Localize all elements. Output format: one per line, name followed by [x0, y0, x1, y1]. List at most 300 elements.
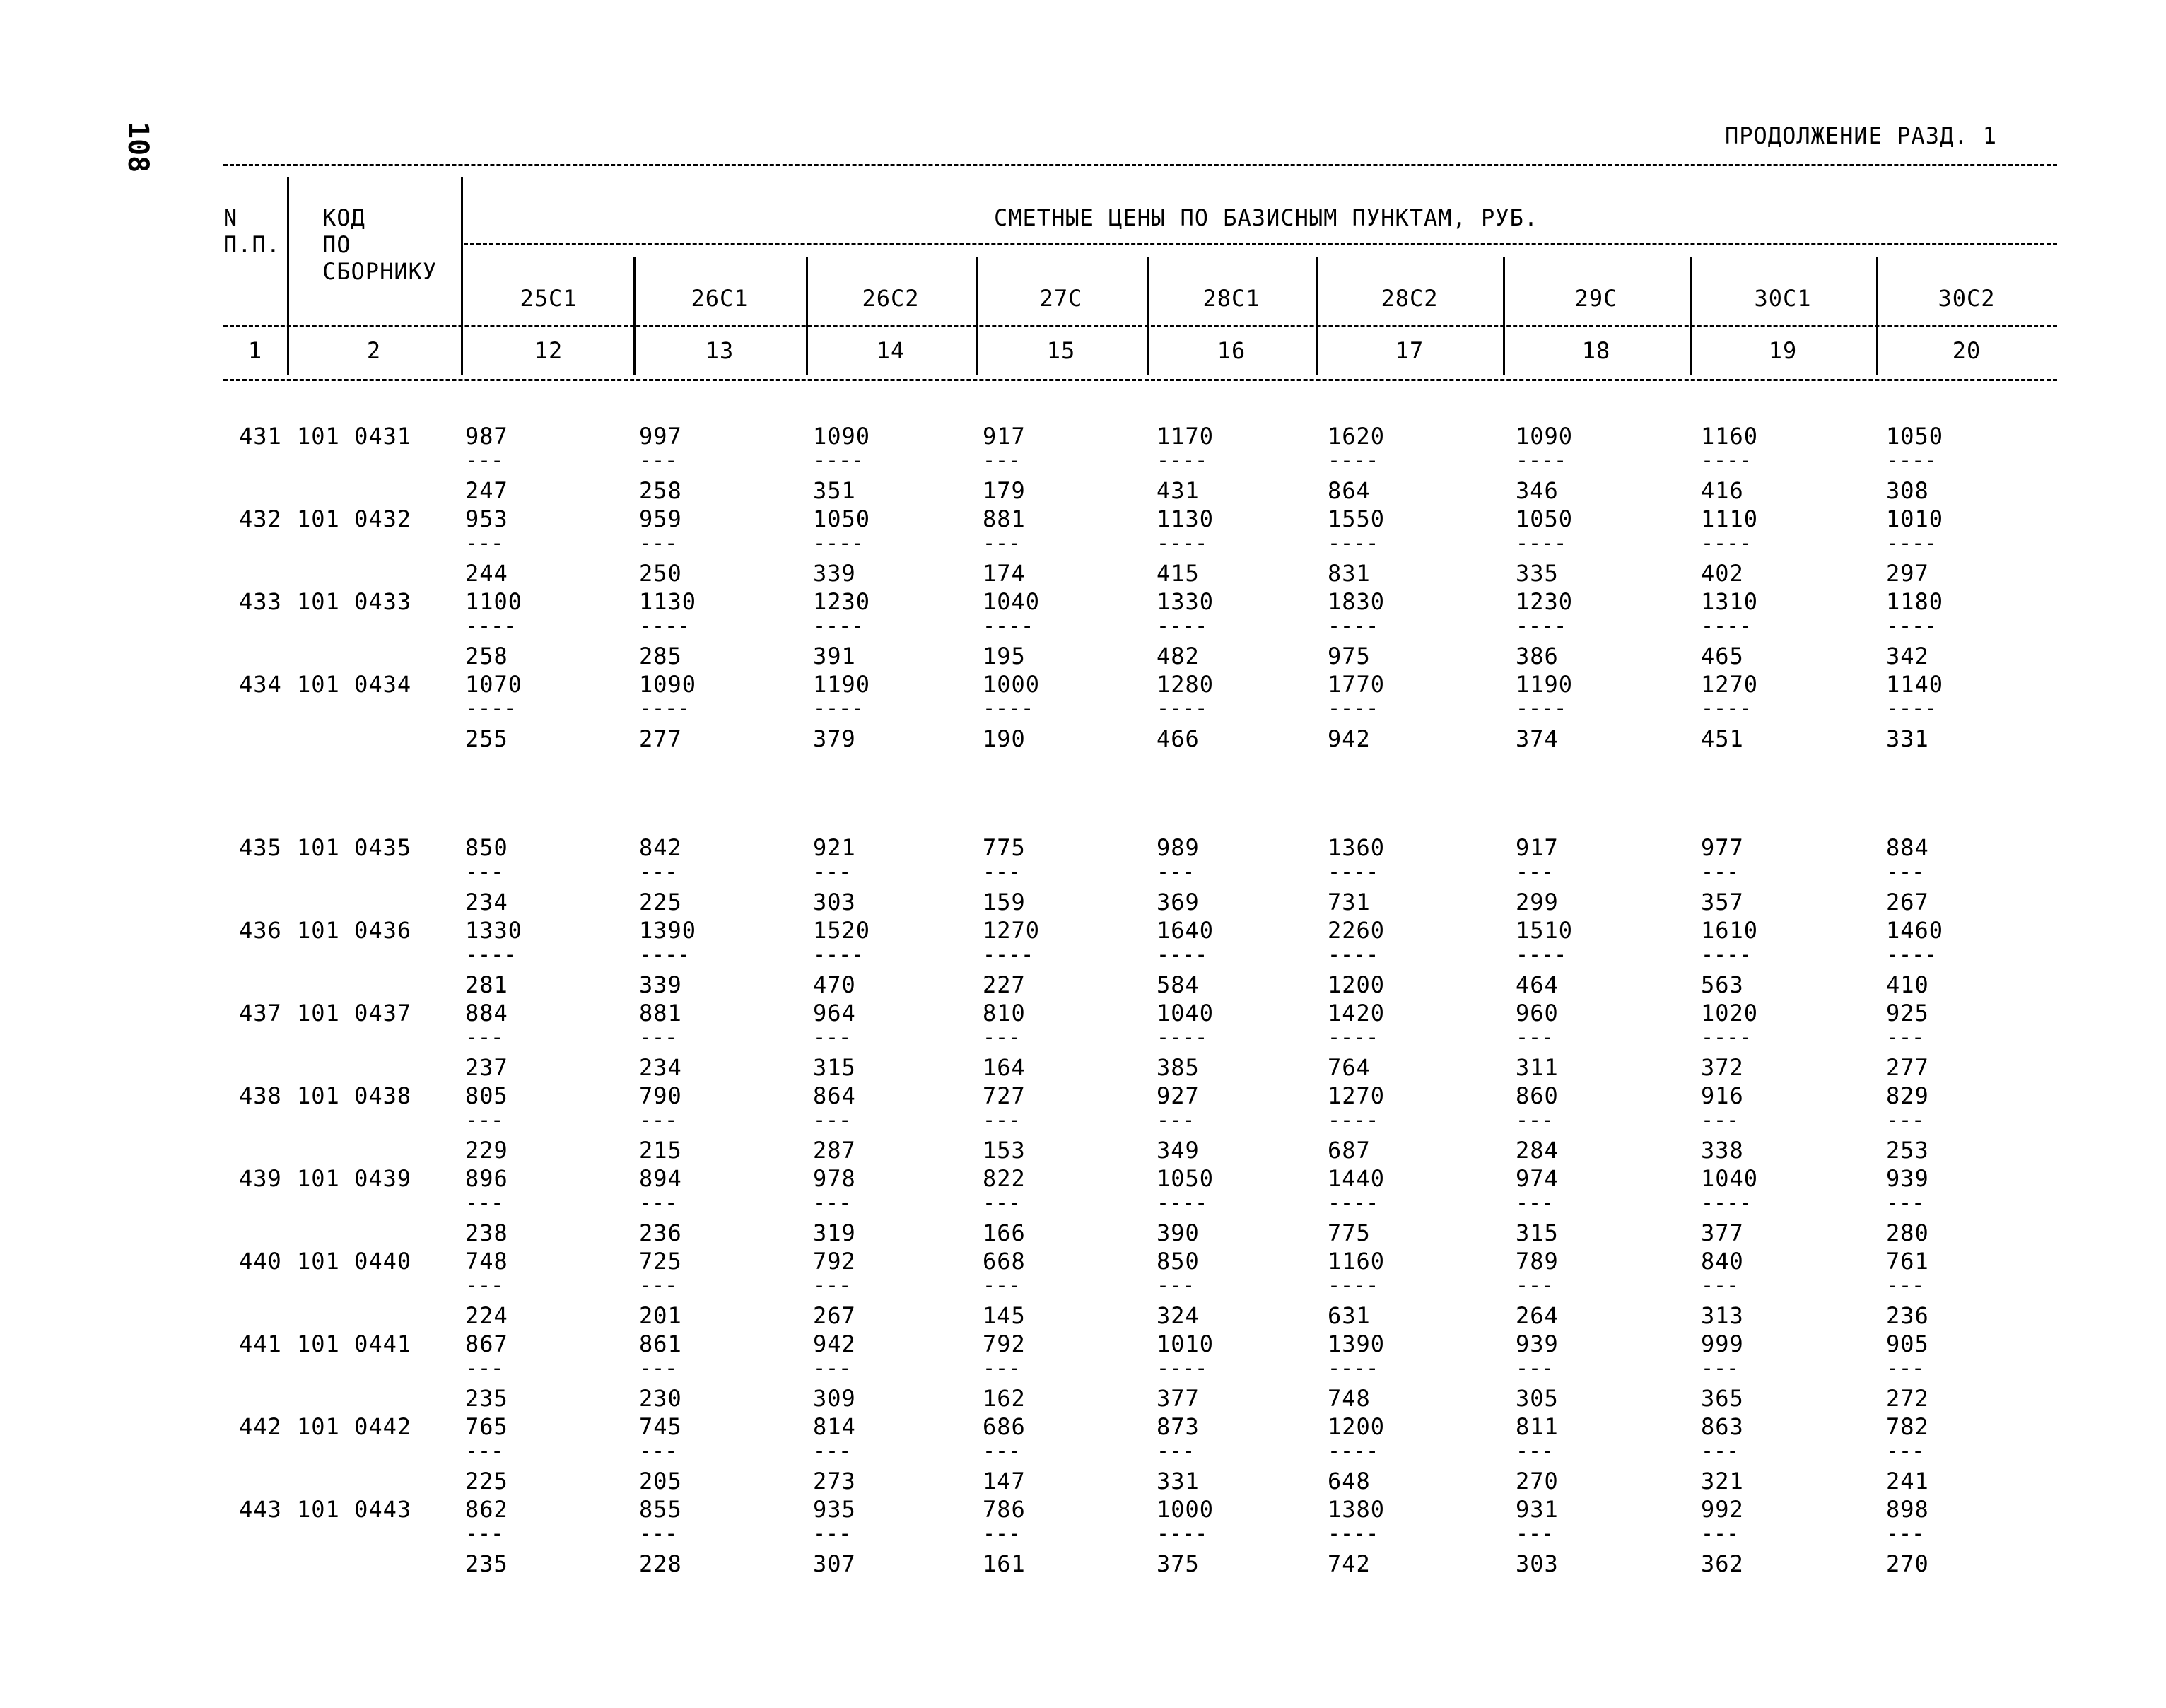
- row-code: 101 0432: [297, 505, 412, 532]
- price-top: 2260: [1328, 917, 1386, 944]
- fraction-bar: ---: [465, 1273, 504, 1298]
- fraction-bar: ---: [639, 1025, 678, 1050]
- price-top: 792: [983, 1330, 1026, 1357]
- column-number: 17: [1395, 337, 1424, 364]
- price-bottom: 299: [1516, 889, 1559, 916]
- price-bottom: 385: [1157, 1054, 1200, 1081]
- price-top: 727: [983, 1082, 1026, 1109]
- vbar-col: [976, 257, 978, 375]
- price-bottom: 273: [813, 1468, 856, 1494]
- price-top: 925: [1886, 1000, 1929, 1026]
- fraction-bar: ----: [1886, 696, 1938, 721]
- price-bottom: 236: [639, 1219, 682, 1246]
- price-top: 1050: [1157, 1165, 1214, 1192]
- row-code: 101 0431: [297, 423, 412, 450]
- fraction-bar: ---: [813, 860, 852, 884]
- fraction-bar: ---: [813, 1356, 852, 1381]
- price-top: 1140: [1886, 671, 1944, 698]
- price-bottom: 375: [1157, 1550, 1200, 1577]
- row-number: 438: [239, 1082, 282, 1109]
- price-bottom: 247: [465, 477, 508, 504]
- fraction-bar: ---: [983, 1025, 1021, 1050]
- price-bottom: 190: [983, 725, 1026, 752]
- price-bottom: 431: [1157, 477, 1200, 504]
- price-bottom: 258: [465, 643, 508, 669]
- price-bottom: 201: [639, 1302, 682, 1329]
- price-bottom: 284: [1516, 1137, 1559, 1164]
- column-header-28С2: 28С2: [1381, 285, 1439, 312]
- column-header-25С1: 25С1: [520, 285, 578, 312]
- fraction-bar: ----: [1701, 1191, 1752, 1215]
- fraction-bar: ----: [1328, 942, 1379, 967]
- vbar-col: [1316, 257, 1318, 375]
- price-top: 814: [813, 1413, 856, 1440]
- price-top: 964: [813, 1000, 856, 1026]
- price-bottom: 225: [465, 1468, 508, 1494]
- price-bottom: 563: [1701, 971, 1744, 998]
- price-top: 862: [465, 1496, 508, 1523]
- price-top: 1040: [983, 588, 1041, 615]
- vbar-col: [1503, 257, 1505, 375]
- fraction-bar: ---: [1886, 1356, 1925, 1381]
- price-top: 822: [983, 1165, 1026, 1192]
- row-code: 101 0443: [297, 1496, 412, 1523]
- price-top: 921: [813, 834, 856, 861]
- row-code: 101 0433: [297, 588, 412, 615]
- fraction-bar: ---: [1701, 1521, 1740, 1546]
- fraction-bar: ---: [1516, 1108, 1555, 1133]
- price-top: 1520: [813, 917, 871, 944]
- column-header-28С1: 28С1: [1202, 285, 1260, 312]
- price-top: 1610: [1701, 917, 1759, 944]
- fraction-bar: ----: [1701, 942, 1752, 967]
- price-bottom: 942: [1328, 725, 1371, 752]
- price-top: 668: [983, 1248, 1026, 1275]
- price-top: 1040: [1701, 1165, 1759, 1192]
- fraction-bar: ---: [983, 1273, 1021, 1298]
- price-top: 939: [1516, 1330, 1559, 1357]
- price-bottom: 648: [1328, 1468, 1371, 1494]
- fraction-bar: ---: [813, 1108, 852, 1133]
- price-bottom: 391: [813, 643, 856, 669]
- fraction-bar: ----: [1516, 696, 1567, 721]
- price-bottom: 277: [1886, 1054, 1929, 1081]
- fraction-bar: ----: [1886, 448, 1938, 473]
- fraction-bar: ---: [983, 1356, 1021, 1381]
- fraction-bar: ---: [813, 1439, 852, 1463]
- fraction-bar: ----: [1886, 942, 1938, 967]
- price-bottom: 482: [1157, 643, 1200, 669]
- prices-title: СМЕТНЫЕ ЦЕНЫ ПО БАЗИСНЫМ ПУНКТАМ, РУБ.: [994, 204, 1539, 231]
- fraction-bar: ----: [983, 614, 1034, 638]
- fraction-bar: ---: [983, 448, 1021, 473]
- fraction-bar: ----: [1157, 942, 1208, 967]
- price-top: 864: [813, 1082, 856, 1109]
- column-number: 12: [534, 337, 563, 364]
- row-number: 436: [239, 917, 282, 944]
- fraction-bar: ----: [465, 696, 517, 721]
- fraction-bar: ---: [813, 1191, 852, 1215]
- price-top: 999: [1701, 1330, 1744, 1357]
- price-top: 896: [465, 1165, 508, 1192]
- price-bottom: 250: [639, 560, 682, 587]
- price-bottom: 162: [983, 1385, 1026, 1412]
- price-bottom: 742: [1328, 1550, 1371, 1577]
- price-top: 1010: [1157, 1330, 1214, 1357]
- price-top: 1330: [465, 917, 523, 944]
- vbar-code: [461, 177, 463, 375]
- fraction-bar: ---: [465, 1356, 504, 1381]
- price-top: 953: [465, 505, 508, 532]
- fraction-bar: ----: [1157, 448, 1208, 473]
- fraction-bar: ---: [1886, 1273, 1925, 1298]
- fraction-bar: ---: [465, 1439, 504, 1463]
- price-top: 959: [639, 505, 682, 532]
- fraction-bar: ---: [465, 1191, 504, 1215]
- price-bottom: 285: [639, 643, 682, 669]
- fraction-bar: ----: [1516, 614, 1567, 638]
- fraction-bar: ---: [639, 1356, 678, 1381]
- price-top: 861: [639, 1330, 682, 1357]
- column-header-30С2: 30С2: [1938, 285, 1996, 312]
- price-bottom: 227: [983, 971, 1026, 998]
- price-bottom: 349: [1157, 1137, 1200, 1164]
- column-number: 18: [1581, 337, 1611, 364]
- row-number: 434: [239, 671, 282, 698]
- vbar-col: [806, 257, 808, 375]
- fraction-bar: ---: [983, 1191, 1021, 1215]
- price-bottom: 975: [1328, 643, 1371, 669]
- price-top: 1390: [639, 917, 697, 944]
- fraction-bar: ----: [1328, 1025, 1379, 1050]
- price-top: 1510: [1516, 917, 1574, 944]
- price-bottom: 287: [813, 1137, 856, 1164]
- price-top: 1640: [1157, 917, 1214, 944]
- fraction-bar: ---: [1516, 1025, 1555, 1050]
- fraction-bar: ---: [1157, 1439, 1195, 1463]
- fraction-bar: ---: [983, 1439, 1021, 1463]
- price-bottom: 331: [1886, 725, 1929, 752]
- column-number: 15: [1046, 337, 1076, 364]
- row-number: 442: [239, 1413, 282, 1440]
- price-bottom: 195: [983, 643, 1026, 669]
- fraction-bar: ---: [1701, 1273, 1740, 1298]
- price-bottom: 338: [1701, 1137, 1744, 1164]
- price-top: 855: [639, 1496, 682, 1523]
- price-bottom: 225: [639, 889, 682, 916]
- row-number: 439: [239, 1165, 282, 1192]
- price-top: 805: [465, 1082, 508, 1109]
- price-bottom: 272: [1886, 1385, 1929, 1412]
- fraction-bar: ---: [465, 1108, 504, 1133]
- price-top: 1200: [1328, 1413, 1386, 1440]
- price-bottom: 339: [639, 971, 682, 998]
- price-top: 1270: [983, 917, 1041, 944]
- price-bottom: 153: [983, 1137, 1026, 1164]
- price-top: 1270: [1328, 1082, 1386, 1109]
- fraction-bar: ----: [1328, 1191, 1379, 1215]
- fraction-bar: ----: [1886, 614, 1938, 638]
- price-top: 1050: [1886, 423, 1944, 450]
- price-top: 1090: [639, 671, 697, 698]
- price-bottom: 831: [1328, 560, 1371, 587]
- price-top: 686: [983, 1413, 1026, 1440]
- price-top: 1440: [1328, 1165, 1386, 1192]
- price-bottom: 365: [1701, 1385, 1744, 1412]
- price-bottom: 315: [813, 1054, 856, 1081]
- column-header-29С: 29С: [1574, 285, 1618, 312]
- fraction-bar: ----: [1886, 531, 1938, 556]
- column-number: 20: [1952, 337, 1981, 364]
- price-bottom: 179: [983, 477, 1026, 504]
- row-number: 437: [239, 1000, 282, 1026]
- price-top: 1190: [1516, 671, 1574, 698]
- price-bottom: 145: [983, 1302, 1026, 1329]
- fraction-bar: ----: [1157, 1521, 1208, 1546]
- price-bottom: 864: [1328, 477, 1371, 504]
- fraction-bar: ---: [1701, 860, 1740, 884]
- price-top: 1090: [1516, 423, 1574, 450]
- price-top: 860: [1516, 1082, 1559, 1109]
- price-top: 790: [639, 1082, 682, 1109]
- fraction-bar: ----: [639, 614, 691, 638]
- fraction-bar: ---: [639, 1191, 678, 1215]
- column-number: 13: [705, 337, 734, 364]
- vbar-col: [633, 257, 636, 375]
- price-top: 863: [1701, 1413, 1744, 1440]
- fraction-bar: ----: [1516, 448, 1567, 473]
- fraction-bar: ---: [639, 531, 678, 556]
- fraction-bar: ----: [1328, 696, 1379, 721]
- fraction-bar: ---: [1701, 1439, 1740, 1463]
- price-bottom: 258: [639, 477, 682, 504]
- price-top: 931: [1516, 1496, 1559, 1523]
- price-bottom: 369: [1157, 889, 1200, 916]
- price-top: 1190: [813, 671, 871, 698]
- fraction-bar: ----: [465, 942, 517, 967]
- price-bottom: 308: [1886, 477, 1929, 504]
- price-bottom: 303: [813, 889, 856, 916]
- fraction-bar: ---: [639, 1108, 678, 1133]
- fraction-bar: ----: [1157, 531, 1208, 556]
- price-top: 1020: [1701, 1000, 1759, 1026]
- price-top: 1830: [1328, 588, 1386, 615]
- fraction-bar: ----: [1157, 614, 1208, 638]
- price-top: 898: [1886, 1496, 1929, 1523]
- row-code: 101 0440: [297, 1248, 412, 1275]
- fraction-bar: ---: [813, 1025, 852, 1050]
- column-header-30С1: 30С1: [1754, 285, 1812, 312]
- price-top: 850: [1157, 1248, 1200, 1275]
- row-code: 101 0438: [297, 1082, 412, 1109]
- price-bottom: 230: [639, 1385, 682, 1412]
- price-top: 1160: [1701, 423, 1759, 450]
- price-bottom: 311: [1516, 1054, 1559, 1081]
- np-label-2: П.П.: [223, 231, 281, 258]
- price-bottom: 466: [1157, 725, 1200, 752]
- price-top: 1000: [983, 671, 1041, 698]
- price-bottom: 386: [1516, 643, 1559, 669]
- fraction-bar: ----: [1328, 860, 1379, 884]
- fraction-bar: ---: [1516, 1439, 1555, 1463]
- row-code: 101 0441: [297, 1330, 412, 1357]
- price-bottom: 775: [1328, 1219, 1371, 1246]
- price-bottom: 229: [465, 1137, 508, 1164]
- column-number: 2: [366, 337, 382, 364]
- price-top: 1110: [1701, 505, 1759, 532]
- fraction-bar: ---: [1157, 860, 1195, 884]
- price-bottom: 390: [1157, 1219, 1200, 1246]
- fraction-bar: ---: [639, 1273, 678, 1298]
- price-top: 761: [1886, 1248, 1929, 1275]
- price-bottom: 166: [983, 1219, 1026, 1246]
- fraction-bar: ----: [1328, 448, 1379, 473]
- price-bottom: 377: [1157, 1385, 1200, 1412]
- price-top: 916: [1701, 1082, 1744, 1109]
- price-top: 1230: [1516, 588, 1574, 615]
- column-number: 14: [876, 337, 906, 364]
- fraction-bar: ----: [1157, 696, 1208, 721]
- price-bottom: 244: [465, 560, 508, 587]
- fraction-bar: ----: [639, 696, 691, 721]
- price-bottom: 234: [639, 1054, 682, 1081]
- fraction-bar: ----: [465, 614, 517, 638]
- price-bottom: 321: [1701, 1468, 1744, 1494]
- price-top: 1050: [1516, 505, 1574, 532]
- price-top: 1360: [1328, 834, 1386, 861]
- price-bottom: 309: [813, 1385, 856, 1412]
- price-bottom: 319: [813, 1219, 856, 1246]
- fraction-bar: ----: [813, 696, 865, 721]
- price-bottom: 281: [465, 971, 508, 998]
- price-top: 884: [465, 1000, 508, 1026]
- row-code: 101 0442: [297, 1413, 412, 1440]
- row-number: 441: [239, 1330, 282, 1357]
- price-top: 810: [983, 1000, 1026, 1026]
- price-bottom: 228: [639, 1550, 682, 1577]
- fraction-bar: ----: [813, 531, 865, 556]
- fraction-bar: ----: [813, 448, 865, 473]
- price-bottom: 270: [1516, 1468, 1559, 1494]
- row-number: 433: [239, 588, 282, 615]
- vbar-col: [1147, 257, 1149, 375]
- price-bottom: 236: [1886, 1302, 1929, 1329]
- price-top: 1770: [1328, 671, 1386, 698]
- price-top: 1170: [1157, 423, 1214, 450]
- fraction-bar: ---: [465, 1025, 504, 1050]
- price-top: 765: [465, 1413, 508, 1440]
- fraction-bar: ----: [1157, 1356, 1208, 1381]
- price-top: 1230: [813, 588, 871, 615]
- price-bottom: 415: [1157, 560, 1200, 587]
- price-bottom: 215: [639, 1137, 682, 1164]
- price-top: 1090: [813, 423, 871, 450]
- vbar-col: [1876, 257, 1878, 375]
- fraction-bar: ---: [639, 860, 678, 884]
- price-bottom: 584: [1157, 971, 1200, 998]
- price-top: 1180: [1886, 588, 1944, 615]
- price-bottom: 205: [639, 1468, 682, 1494]
- row-code: 101 0436: [297, 917, 412, 944]
- fraction-bar: ----: [983, 696, 1034, 721]
- row-code: 101 0437: [297, 1000, 412, 1026]
- price-top: 725: [639, 1248, 682, 1275]
- price-bottom: 362: [1701, 1550, 1744, 1577]
- column-header-27С: 27С: [1039, 285, 1083, 312]
- price-bottom: 324: [1157, 1302, 1200, 1329]
- fraction-bar: ---: [1886, 1025, 1925, 1050]
- column-number: 16: [1217, 337, 1246, 364]
- fraction-bar: ----: [1328, 1273, 1379, 1298]
- fraction-bar: ---: [983, 531, 1021, 556]
- row-code: 101 0434: [297, 671, 412, 698]
- price-bottom: 357: [1701, 889, 1744, 916]
- fraction-bar: ---: [1157, 1108, 1195, 1133]
- price-top: 989: [1157, 834, 1200, 861]
- price-bottom: 303: [1516, 1550, 1559, 1577]
- fraction-bar: ----: [639, 942, 691, 967]
- page-number: 108: [122, 122, 154, 173]
- fraction-bar: ----: [1516, 942, 1567, 967]
- price-top: 974: [1516, 1165, 1559, 1192]
- price-bottom: 267: [1886, 889, 1929, 916]
- price-top: 942: [813, 1330, 856, 1357]
- price-top: 775: [983, 834, 1026, 861]
- fraction-bar: ----: [1328, 1108, 1379, 1133]
- fraction-bar: ----: [1328, 1439, 1379, 1463]
- price-bottom: 687: [1328, 1137, 1371, 1164]
- price-bottom: 159: [983, 889, 1026, 916]
- price-bottom: 410: [1886, 971, 1929, 998]
- fraction-bar: ----: [1328, 531, 1379, 556]
- fraction-bar: ----: [1701, 614, 1752, 638]
- price-top: 884: [1886, 834, 1929, 861]
- column-header-26С1: 26С1: [691, 285, 749, 312]
- price-top: 782: [1886, 1413, 1929, 1440]
- row-number: 432: [239, 505, 282, 532]
- price-bottom: 631: [1328, 1302, 1371, 1329]
- fraction-bar: ----: [1701, 531, 1752, 556]
- fraction-bar: ---: [1516, 860, 1555, 884]
- price-top: 905: [1886, 1330, 1929, 1357]
- price-top: 850: [465, 834, 508, 861]
- price-bottom: 147: [983, 1468, 1026, 1494]
- fraction-bar: ---: [1701, 1108, 1740, 1133]
- price-bottom: 1200: [1328, 971, 1386, 998]
- column-number: 19: [1768, 337, 1798, 364]
- price-top: 927: [1157, 1082, 1200, 1109]
- row-number: 440: [239, 1248, 282, 1275]
- price-bottom: 234: [465, 889, 508, 916]
- fraction-bar: ----: [1328, 614, 1379, 638]
- price-bottom: 307: [813, 1550, 856, 1577]
- continuation-label: ПРОДОЛЖЕНИЕ РАЗД. 1: [1725, 122, 1998, 149]
- price-bottom: 174: [983, 560, 1026, 587]
- price-bottom: 451: [1701, 725, 1744, 752]
- price-top: 1460: [1886, 917, 1944, 944]
- price-top: 1100: [465, 588, 523, 615]
- fraction-bar: ---: [1516, 1191, 1555, 1215]
- price-top: 917: [1516, 834, 1559, 861]
- price-bottom: 267: [813, 1302, 856, 1329]
- price-top: 894: [639, 1165, 682, 1192]
- price-bottom: 377: [1701, 1219, 1744, 1246]
- price-top: 1050: [813, 505, 871, 532]
- row-code: 101 0439: [297, 1165, 412, 1192]
- fraction-bar: ---: [465, 860, 504, 884]
- price-bottom: 297: [1886, 560, 1929, 587]
- fraction-bar: ---: [813, 1521, 852, 1546]
